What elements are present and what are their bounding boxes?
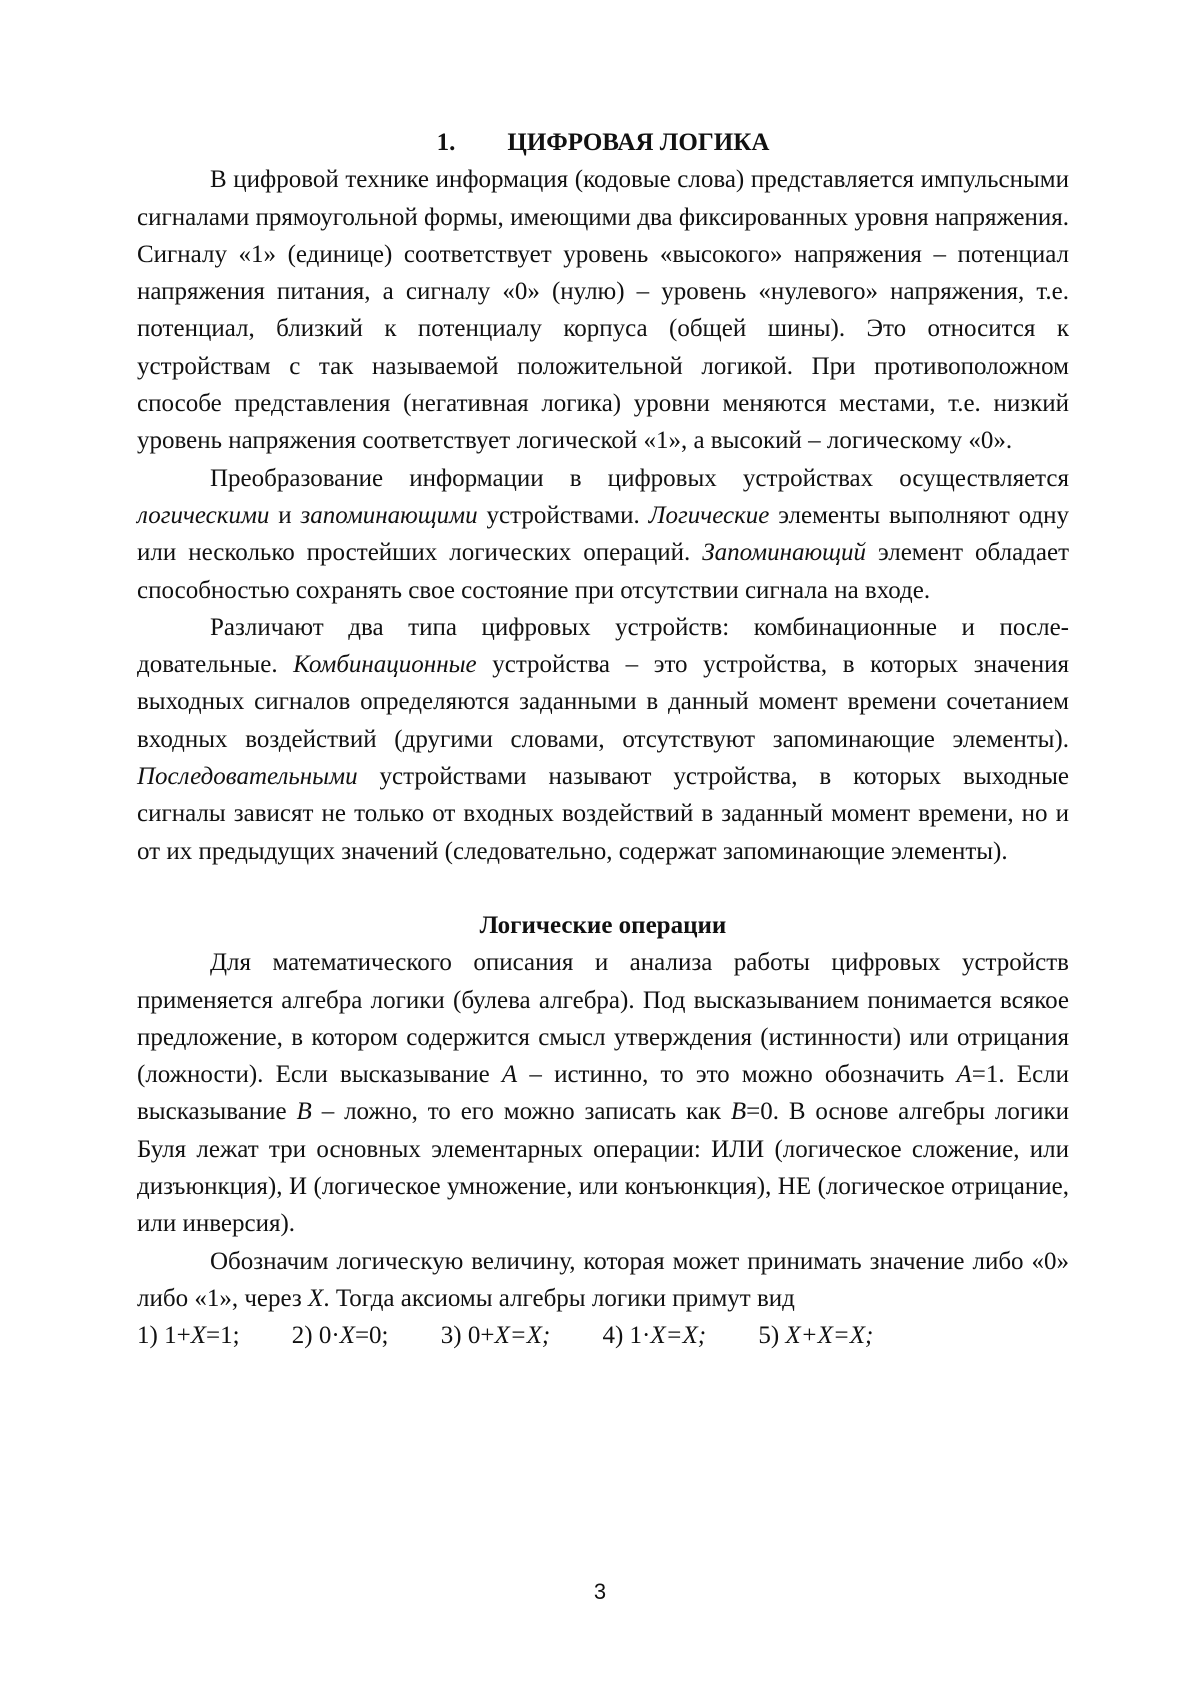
axiom-item [137,1317,240,1354]
axiom-prefix: 5) [758,1322,785,1349]
chapter-title-text: ЦИФРОВАЯ ЛОГИКА [507,129,769,156]
italic-term: Логические [649,502,770,529]
paragraph-device-types [137,609,1069,870]
axiom-suffix: +X=X; [801,1322,874,1349]
document-page [0,0,1200,1697]
italic-term: запоминающими [301,502,478,529]
axiom-suffix: =X; [666,1322,706,1349]
axiom-variable: X [650,1322,665,1349]
axiom-prefix: 1) 1+ [137,1322,191,1349]
text-run: – истинно, то это можно обозначить [517,1061,956,1088]
section-title: Логические операции [137,907,1069,944]
italic-variable: A [502,1061,517,1088]
chapter-number: 1. [437,124,456,161]
text-run: =1. Если высказывание [137,1061,1069,1125]
text-run: . Тогда аксиомы алгебры логики примут вид [323,1285,795,1312]
text-run: Для математического описания и анализа работы цифровых устройств применяется алгебра логики (булева алгебра). Под высказыванием понима­ется всякое предложение, в котором содержится смысл утверждения (ис­тинности) или отрицания (ложности). Если высказывание [137,949,1069,1088]
paragraph-axioms-intro [137,1243,1069,1318]
axiom-prefix: 3) 0+ [441,1322,495,1349]
axiom-variable: X [785,1322,800,1349]
axiom-variable: X [340,1322,355,1349]
paragraph-boolean-algebra [137,944,1069,1242]
text-run: и [269,502,300,529]
axiom-item [758,1317,873,1354]
axiom-suffix: =0; [355,1322,389,1349]
text-run: Различают два типа цифровых устройств: комбинационные и после­довательные. [137,614,1069,678]
text-run: Обозначим логическую величину, которая может принимать значение либо «0» либо «1», через [137,1248,1069,1312]
text-run: устройствами называют устройства, в которых выходные сигналы зависят не только от входных воздействий в заданный момент времени, но и от их предыдущих значений (следовательно, содержат запоминающие элементы). [137,763,1069,865]
axiom-variable: X [191,1322,206,1349]
italic-term: Последовательными [137,763,358,790]
paragraph-digital-signals: В цифровой технике информация (кодовые слова) представляется им­пульсными сигналами прямоугольной формы, имеющими два фиксирован­ных уровня напряжения. Сигналу «1» (единице) соответствует уровень «высокого» напряжения – потенциал напряжения питания, а сигналу «0» (нулю) – уровень «нулевого» напряжения, т.е. потенциал, близкий к потен­циалу корпуса (общей шины). Это относится к устройствам с так называе­мой положительной логикой. При противоположном способе представле­ния (негативная логика) уровни меняются местами, т.е. низкий уровень напряжения соответствует логической «1», а высокий – логическому «0». [137,161,1069,459]
italic-term: Запомина­ющий [702,539,866,566]
axiom-prefix: 2) 0· [292,1322,340,1349]
text-run: элементы вы­полняют одну или несколько простейших логических операций. [137,502,1069,566]
text-run: – ложно, то его можно за­писать как [312,1098,731,1125]
text-run: Преобразование информации в цифровых устройствах осуществляет­ся [210,465,1069,492]
paragraph-logic-and-memory-devices [137,460,1069,609]
italic-term: Комбинационные [293,651,476,678]
axioms-list [137,1317,1069,1354]
text-run: устройствами. [478,502,649,529]
text-run: устройства – это устройства, в которых зна­чения выходных сигналов определяются заданными в данный момент вре­мени сочетанием входных воздействий (другими словами, отсутствуют за­поминающие элементы). [137,651,1069,753]
axiom-item [441,1317,550,1354]
axiom-prefix: 4) 1· [602,1322,650,1349]
page-number: 3 [0,1577,1200,1607]
italic-variable: B [731,1098,746,1125]
chapter-title [137,124,1069,161]
axiom-suffix: =X; [510,1322,550,1349]
text-run: =0. В основе алгебры логики Буля лежат три основных элемен­тарных операции: ИЛИ (логическое сложение, или дизъюнкция), И (логиче­ское умножение, или конъюнкция), НЕ (логическое отрицание, или инвер­сия). [137,1098,1069,1237]
text-run: элемент обладает способностью сохранять свое состояние при отсут­ствии сигнала на входе. [137,539,1069,603]
axiom-item [292,1317,389,1354]
italic-variable: X [308,1285,323,1312]
italic-term: логическими [137,502,269,529]
axiom-variable: X [494,1322,509,1349]
axiom-suffix: =1; [206,1322,240,1349]
italic-variable: B [297,1098,312,1125]
italic-variable: A [956,1061,971,1088]
axiom-item [602,1317,706,1354]
page-content [137,124,1069,1355]
